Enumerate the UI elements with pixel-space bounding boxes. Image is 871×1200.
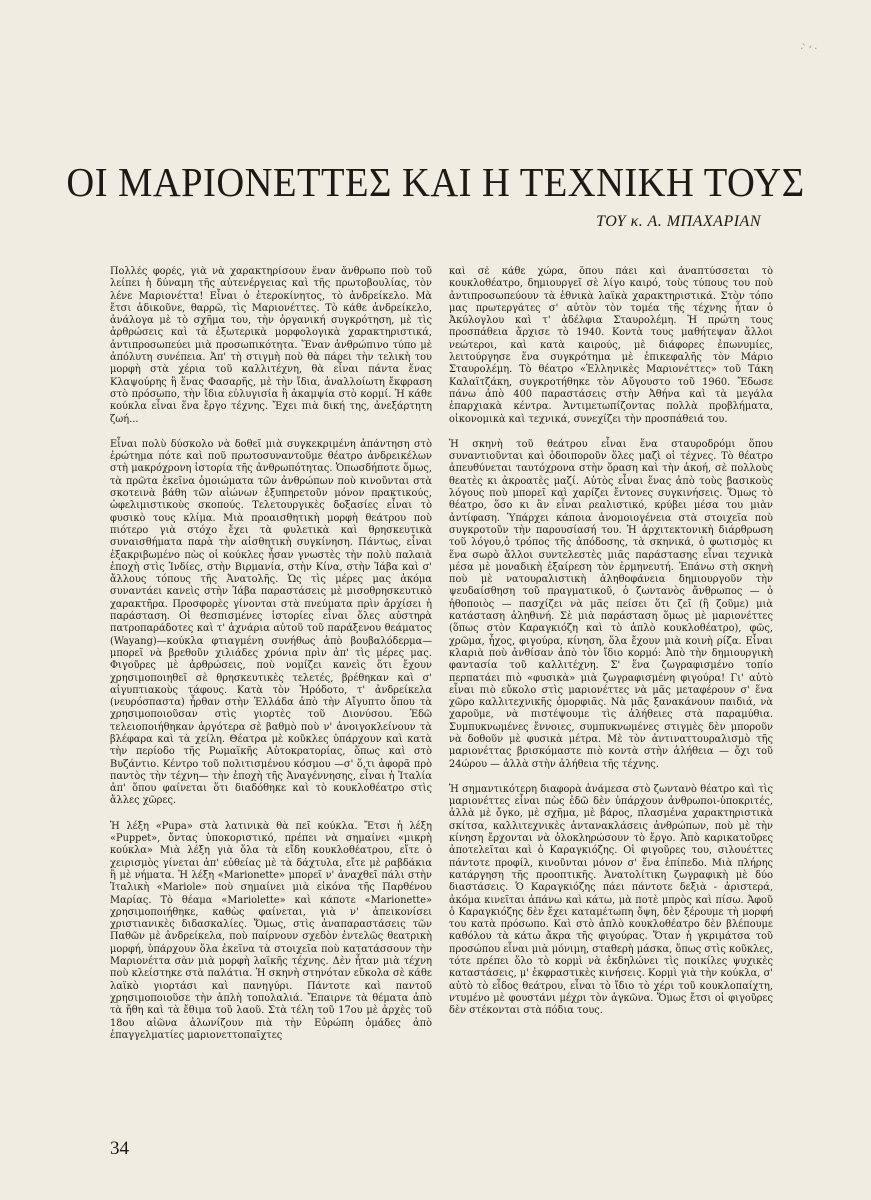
corner-mark: · ̀ ̛ · <box>800 42 818 55</box>
paragraph: Εἶναι πολὺ δύσκολο νὰ δοθεῖ μιὰ συγκεκριμένη ἀπάντηση στὸ ἐρώτημα πότε καὶ ποῦ πρωτοσυναντοῦμε θέατρο ἀνδρεικέλων στὴ μακρόχρονη ἱστορία τῆς ἀνθρωπότητας. Ὁπωσδήποτε ὅμως, τὰ πρῶτα ἐκεῖνα ὁμοιώματα τῶν ἀνθρώπων ποὺ κινοῦνται στὰ σκοτεινὰ βάθη τῶν αἰώνων ἐξυπηρετοῦν μόνον πρακτικούς, ὠφελιμιστικοὺς σκοπούς. Τελετουργικὲς δοξασίες εἶναι τὸ φυσικὸ τους κλίμα. Μιὰ προαισθητικὴ μορφὴ θεάτρου ποὺ πιότερο γιὰ στόχο ἔχει τὰ φυλετικὰ καὶ θρησκευτικὰ συναισθήματα παρὰ τὴν αἰσθητικὴ συγκίνηση. Πάντως, εἶναι ἐξακριβωμένο πὼς οἱ κούκλες ἦσαν γνωστὲς τὴν πολὺ παλαιὰ ἐποχὴ στὶς Ἰνδίες, στὴν Βιρμανία, στὴν Κίνα, στὴν Ἰάβα καὶ σ' ἄλλους τόπους τῆς Ἀνατολῆς. Ὡς τὶς μέρες μας ἀκόμα συναντάει κανεὶς στὴν Ἰάβα παραστάσεις μὲ μισοθρησκευτικὸ χαρακτῆρα. Προσφορὲς γίνονται στὰ πνεύματα πρὶν ἀρχίσει ἡ παράσταση. Οἱ θεσπισμένες ἱστορίες εἶναι ὅλες αὐστηρὰ πατροπαράδοτες καὶ τ' ἀχνάρια αὐτοῦ τοῦ παράξενου θεάματος (Wayang)—κούκλα φτιαγμένη συνήθως ἀπὸ βουβαλόδερμα— μπορεῖ νὰ βρεθοῦν χιλιάδες χρόνια πρὶν ἀπ' τὶς μέρες μας. Φιγοῦρες μὲ ἀρθρώσεις, ποὺ νομίζει κανεὶς ὅτι ἔχουν χρησιμοποιηθεῖ σὲ θρησκευτικὲς τελετές, βρέθηκαν καὶ σ' αἰγυπτιακοὺς τάφους. Κατὰ τὸν Ἡρόδοτο, τ' ἀνδρείκελα (νευρόσπαστα) ἦρθαν στὴν Ἑλλάδα ἀπὸ τὴν Αἴγυπτο ὅπου τὰ χρησιμοποιοῦσαν στὶς γιορτὲς τοῦ Διονύσου. Ἐδῶ τελειοποιήθηκαν ἀργότερα σὲ βαθμὸ ποὺ ν' ἀνοιγοκλείνουν τὰ βλέφαρα καὶ τὰ χείλη. Θέατρα μὲ κοῦκλες ὑπάρχουν καὶ κατὰ τὴν περίοδο τῆς Ρωμαϊκῆς Αὐτοκρατορίας, ὅπως καὶ στὸ Βυζάντιο. Κέντρο τοῦ πολιτισμένου κόσμου —σ' ὅ,τι ἀφορᾶ πρὸ παντὸς τὴν τέχνη— τὴν ἐποχὴ τῆς Ἀναγέννησης, εἶναι ἡ Ἰταλία ἀπ' ὅπου φαίνεται ὅτι διαδόθηκε καὶ τὸ κουκλοθέατρο στὶς ἄλλες χῶρες. <box>110 438 432 807</box>
paragraph: Ἡ σημαντικότερη διαφορὰ ἀνάμεσα στὸ ζωντανὸ θέατρο καὶ τὶς μαριονέττες εἶναι πὼς ἐδῶ δὲν ὑπάρχουν ἀνθρωποι-ὑποκριτές, ἀλλὰ μὲ ὄγκο, μὲ σχῆμα, μὲ βάρος, πλασμένα χαρακτηριστικὰ σκίτσα, καλλιτεχνικὲς ἀντανακλάσεις ἀνθρώπων, ποὺ μὲ τὴν κίνηση ἔρχονται νὰ ὁλοκληρώσουν τὸ ἔργο. Ἀπὸ καρικατοῦρες ἀποτελεῖται καὶ ὁ Καραγκιόζης. Οἱ φιγοῦρες του, σιλουέττες πάντοτε προφίλ, κινοῦνται μόνον σ' ἕνα ἐπίπεδο. Μιὰ πλήρης κατάργηση τῆς προοπτικῆς. Ἀνατολίτικη ζωγραφικὴ μὲ δύο διαστάσεις. Ὁ Καραγκιόζης πάει πάντοτε δεξιὰ - ἀριστερά, ἀκόμα κινεῖται ἀπάνω καὶ κάτω, μὰ ποτὲ μπρὸς καὶ πίσω. Ἀφοῦ ὁ Καραγκιόζης δὲν ἔχει καταμέτωπη ὄψη, δὲν ξέρουμε τὴ μορφή του κατὰ πρόσωπο. Καὶ στὸ ἁπλὸ κουκλοθέατρο δὲν βλέπουμε καθόλου τὰ κάτω ἄκρα τῆς φιγούρας. Ὅταν ἡ γκριμάτσα τοῦ προσώπου εἶναι μιὰ μόνιμη, σταθερὴ μάσκα, ὅπως στὶς κοῦκλες, τότε πρέπει ὅλο τὸ κορμὶ νὰ ἐκδηλώνει τὶς ποικίλες ψυχικὲς καταστάσεις, μ' ἐκφραστικὲς κινήσεις. Κορμὶ γιὰ τὴν κούκλα, σ' αὐτὸ τὸ εἶδος θεάτρου, εἶναι τὸ ἴδιο τὸ χέρι τοῦ κουκλοπαίχτη, ντυμένο μὲ φουστάνι μέχρι τὸν ἀγκῶνα. Ὅμως ἔτσι οἱ φιγοῦρες δὲν στέκονται στὰ πόδια τους. <box>449 783 773 1017</box>
paragraph: Ἡ λέξη «Pupa» στὰ λατινικὰ θὰ πεῖ κούκλα. Ἔτσι ἡ λέξη «Puppet», ὄντας ὑποκοριστικό, πρέπει νὰ σημαίνει «μικρὴ κούκλα» Μιὰ λέξη γιὰ ὅλα τὰ εἴδη κουκλοθέατρου, εἴτε ὁ χειρισμὸς γίνεται ἀπ' εὐθείας μὲ τὰ δάχτυλα, εἴτε μὲ ραβδάκια ἢ μὲ νήματα. Ἡ λέξη «Marionette» μπορεῖ ν' ἀναχθεῖ πάλι στὴν Ἰταλικὴ «Mariole» ποὺ σημαίνει μιὰ εἰκόνα τῆς Παρθένου Μαρίας. Τὸ θέαμα «Mariolette» καὶ κάποτε «Marionette» χρησιμοποιήθηκε, καθὼς φαίνεται, γιὰ ν' ἀπεικονίσει χριστιανικὲς διδασκαλίες. Ὅμως, στὶς ἀναπαραστάσεις τῶν Παθῶν μὲ ἀνδρείκελα, ποὺ παίρνουν σχεδὸν ἐντελῶς θεατρικὴ μορφή, ὑπάρχουν ὅλα ἐκεῖνα τὰ στοιχεῖα ποὺ κατατάσσουν τὴν Μαριονέττα σὰν μιὰ μορφὴ λαϊκῆς τέχνης. Δὲν ἦταν μιὰ τέχνη ποὺ κλείστηκε στὰ παλάτια. Ἡ σκηνὴ στηνόταν εὔκολα σὲ κάθε λαϊκὸ γιορτάσι καὶ πανηγύρι. Πάντοτε καὶ παντοῦ χρησιμοποιοῦσε τὴν ἁπλὴ τοπολαλιά. Ἔπαιρνε τὰ θέματα ἀπὸ τὰ ἤθη καὶ τὰ ἔθιμα τοῦ λαοῦ. Στὰ τέλη τοῦ 17ου μὲ ἀρχὲς τοῦ 18ου αἰῶνα ἀλωνίζουν πιὰ τὴν Εὐρώπη ὁμάδες ἀπὸ ἐπαγγελματίες μαριονεττοπαῖχτες <box>110 820 432 1041</box>
article-title: ΟΙ ΜΑΡΙΟΝΕΤΤΕΣ ΚΑΙ Η ΤΕΧΝΙΚΗ ΤΟΥΣ <box>66 159 805 205</box>
paragraph: καὶ σὲ κάθε χώρα, ὅπου πάει καὶ ἀναπτύσσεται τὸ κουκλοθέατρο, δημιουργεῖ σὲ λίγο καιρό, τοὺς τύπους του ποὺ ἀντιπροσωπεύουν τὰ ἐθνικὰ λαϊκὰ χαρακτηριστικά. Στὸν τόπο μας πρωτεργάτες σ' αὐτὸν τὸν τομέα τῆς τέχνης ἦταν ὁ Ἀκύλογλου καὶ τ' ἀδέλφια Σταυρολέμη. Ἡ πρώτη τους προσπάθεια ἄρχισε τὸ 1940. Κοντὰ τους μαθήτεψαν ἄλλοι νεώτεροι, καὶ κατὰ καιρούς, μὲ διάφορες ἐπωνυμίες, λειτούργησε ἕνα συγκρότημα μὲ ἐπικεφαλῆς τὸν Μάριο Σταυρολέμη. Τὸ θέατρο «Ἑλληνικὲς Μαριονέττες» τοῦ Τάκη Καλαϊτζάκη, συγκροτήθηκε τὸν Αὔγουστο τοῦ 1960. Ἔδωσε πάνω ἀπὸ 400 παραστάσεις στὴν Ἀθήνα καὶ τὰ μεγάλα ἐπαρχιακὰ κέντρα. Ἀντιμετωπίζοντας πολλὰ προβλήματα, οἰκονομικὰ καὶ τεχνικά, συνεχίζει τὴν προσπάθειά του. <box>449 266 773 425</box>
right-column <box>449 266 773 1134</box>
left-column <box>110 266 432 1134</box>
page-number: 34 <box>110 1138 129 1159</box>
article-byline: ΤΟΥ κ. Α. ΜΠΑΧΑΡΙΑΝ <box>596 213 761 230</box>
paragraph: Πολλές φορές, γιὰ νὰ χαρακτηρίσουν ἕναν ἄνθρωπο ποὺ τοῦ λείπει ἡ δύναμη τῆς αὐτενέργειας καὶ τῆς πρωτοβουλίας, τὸν λένε Μαριονέττα! Εἶναι ὁ ἑτεροκίνητος, τὸ ἀνδρείκελο. Μὰ ἔτσι ἀδικοῦνε, θαρρῶ, τὶς Μαριονέττες. Τὸ κάθε ἀνδρείκελο, ἀνάλογα μὲ τὸ σχῆμα του, τὴν ὀργανική συγκρότηση, μὲ τὶς ἀρθρώσεις καὶ τὰ ἐξωτερικὰ μορφολογικὰ χαρακτηριστικά, ἀντιπροσωπεύει μιὰ προσωπικότητα. Ἕναν ἀνθρώπινο τύπο μὲ ἀπόλυτη συνέπεια. Ἀπ' τὴ στιγμὴ ποὺ θὰ πάρει τὴν τελικὴ του μορφὴ στὰ χέρια τοῦ καλλιτέχνη, θὰ εἶναι πάντα ἕνας Κλαψούρης ἢ ἕνας Φασαρῆς, μὲ τὴν ἴδια, ἀναλλοίωτη ἔκφραση στὸ πρόσωπο, τὴν ἴδια εὐλυγισία ἢ ἀκαμψία στὸ κορμί. Ἡ κάθε κούκλα εἶναι ἕνα ἔργο τέχνης. Ἔχει πιὰ δική της, ἀνεξάρτητη ζωή... <box>110 266 432 425</box>
paragraph: Ἡ σκηνὴ τοῦ θεάτρου εἶναι ἕνα σταυροδρόμι ὅπου συναντιοῦνται καὶ ὁδοιποροῦν ὅλες μαζὶ οἱ τέχνες. Τὸ θέατρο ἀπευθύνεται ταυτόχρονα στὴν ὅραση καὶ τὴν ἀκοή, σὲ πολλοὺς θεατὲς κι ἀκροατὲς μαζί. Αὐτὸς εἶναι ἕνας ἀπὸ τοὺς βασικοὺς λόγους ποὺ μπορεῖ καὶ χαρίζει ἔντονες συγκινήσεις. Ὅμως τὸ θέατρο, ὅσο κι ἂν εἶναι ρεαλιστικό, κρύβει μέσα του μιὰν ἀντίφαση. Ὑπάρχει κάποια ἀνομοιογένεια στὰ στοιχεῖα ποὺ συγκροτοῦν τὴν παρουσίασή του. Ἡ ἀρχιτεκτονικὴ διάρθρωση τοῦ λόγου,ὁ τρόπος τῆς ἀπόδοσης, τὰ σκηνικά, ὁ φωτισμὸς κι ἕνα σωρὸ ἄλλοι συντελεστὲς μιᾶς παράστασης εἶναι τεχνικὰ μέσα μὲ μοναδικὴ ἐξαίρεση τὸν ἐρμηνευτή. Ἐπάνω στὴ σκηνὴ ποὺ μὲ νατουραλιστικὴ ἀληθοφάνεια δημιουργοῦν τὴν ψευδαίσθηση τοῦ πραγματικοῦ, ὁ ζωντανὸς ἄνθρωπος — ὁ ἠθοποιὸς — πασχίζει νὰ μᾶς πείσει ὅτι ζεῖ (ἢ ζοῦμε) μιὰ κατάσταση ἀληθινή. Σὲ μιὰ παράσταση ὅμως μὲ μαριονέττες (ὅπως στὸν Καραγκιόζη καὶ τὸ ἁπλὸ κουκλοθέατρο), φῶς, χρῶμα, ἦχος, φιγούρα, κίνηση, ὅλα ἔχουν μιὰ κοινὴ ρίζα. Εἶναι κλαριὰ ποὺ ἀνθίσαν ἀπὸ τὸν ἴδιο κορμό: Ἀπὸ τὴν δημιουργικὴ φαντασία τοῦ καλλιτέχνη. Σ' ἕνα ζωγραφισμένο τοπίο περπατάει πιὸ «φυσικὰ» μιὰ ζωγραφισμένη φιγούρα! Γι' αὐτὸ εἶναι πιὸ εὔκολο στὶς μαριονέττες νὰ μᾶς μεταφέρουν σ' ἕνα χῶρο καλλιτεχνικῆς ὁμορφιᾶς. Νὰ μᾶς ξανακάνουν παιδιά, νὰ χαροῦμε, νὰ πιστέψουμε τὶς ἀλήθειες στὰ παραμύθια. Συμπυκνωμένες ἔννοιες, συμπυκνωμένες στιγμὲς δὲν μποροῦν νὰ δοθοῦν μὲ φυσικὰ μέτρα. Μὲ τὸν ἀντιναττουραλισμὸ τῆς μαριονέττας βρισκόμαστε πιὸ κοντὰ στὴν ἀλήθεια — ὄχι τοῦ 24ώρου — ἀλλὰ στὴν ἀλήθεια τῆς τέχνης. <box>449 438 773 770</box>
